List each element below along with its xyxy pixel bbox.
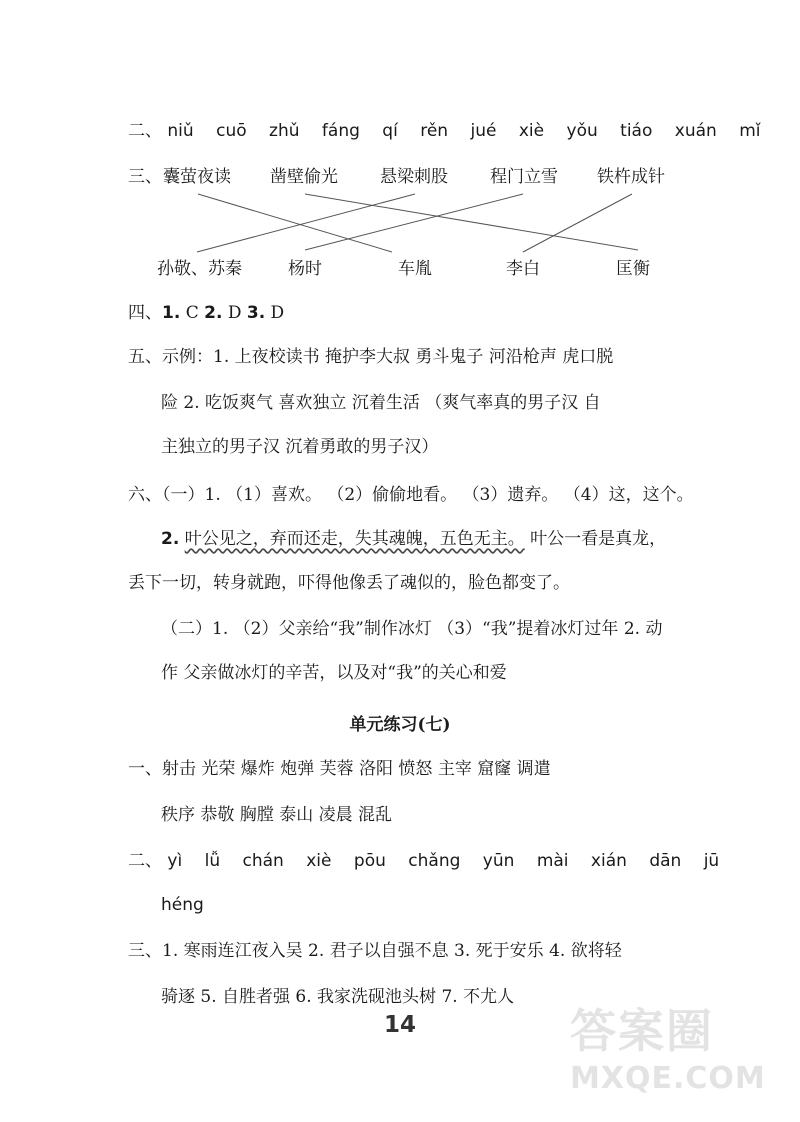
section-4-label: 四、 xyxy=(128,303,162,323)
answer: D xyxy=(222,303,247,323)
matching-lines xyxy=(0,0,800,300)
section-5-line-1 xyxy=(128,346,740,368)
unit-2-label: 二、 xyxy=(128,851,162,871)
unit-1-text: 秩序 恭敬 胸膛 泰山 凌晨 混乱 xyxy=(161,805,393,825)
section-6-label: 六、 xyxy=(128,485,162,505)
pinyin-item: pōu xyxy=(353,851,386,871)
section-6-line-1 xyxy=(128,484,740,506)
pinyin-item: chǎng xyxy=(408,851,461,871)
unit-1-line-1 xyxy=(128,758,740,780)
idiom-item: 程门立雪 xyxy=(490,167,558,187)
pinyin-item: zhǔ xyxy=(269,121,300,141)
pinyin-item: xiè xyxy=(518,121,545,141)
section-6-text: 丢下一切，转身就跑，吓得他像丢了魂似的，脸色都变了。 xyxy=(128,573,570,593)
pinyin-item: yì xyxy=(167,851,183,871)
pinyin-item: chán xyxy=(242,851,284,871)
unit-2-line-2 xyxy=(161,894,740,916)
unit-3-label: 三、 xyxy=(128,941,162,961)
person-item: 车胤 xyxy=(398,259,432,279)
q-num: 1. xyxy=(162,303,181,323)
section-5-text: 主独立的男子汉 沉着勇敢的男子汉） xyxy=(161,437,439,457)
pinyin-item: jué xyxy=(470,121,497,141)
pinyin-item: dān xyxy=(649,851,682,871)
section-5-line-2 xyxy=(161,392,740,414)
pinyin-item: rěn xyxy=(420,121,449,141)
section-5-text: 示例：1. 上夜校读书 掩护李大叔 勇斗鬼子 河沿枪声 虎口脱 xyxy=(162,347,614,367)
unit-2-pinyin xyxy=(167,851,736,871)
section-6-text: （二）1. （2）父亲给“我”制作冰灯 （3）“我”提着冰灯过年 2. 动 xyxy=(161,619,663,639)
pinyin-item: xuán xyxy=(674,121,717,141)
unit-1-line-2 xyxy=(161,804,740,826)
pinyin-item: yūn xyxy=(482,851,515,871)
unit-1-label: 一、 xyxy=(128,759,162,779)
section-6-text: （一）1. （1）喜欢。 （2）偷偷地看。 （3）遗弃。 （4）这，这个。 xyxy=(162,485,694,505)
section-6-line-4 xyxy=(161,618,740,640)
pinyin-item: yǒu xyxy=(566,121,598,141)
section-5-label: 五、 xyxy=(128,347,162,367)
person-item: 匡衡 xyxy=(616,259,650,279)
page-number: 14 xyxy=(383,1012,416,1038)
unit-3-text: 骑逐 5. 自胜者强 6. 我家洗砚池头树 7. 不尤人 xyxy=(161,987,515,1007)
pinyin-item: mǐ xyxy=(739,121,761,141)
match-line xyxy=(197,194,415,252)
answer: D xyxy=(265,303,285,323)
unit-title: 单元练习(七) xyxy=(349,715,451,735)
section-6-line-3 xyxy=(128,572,740,594)
section-6-line-5 xyxy=(161,662,740,684)
pinyin-item: xián xyxy=(590,851,627,871)
pinyin-item: qí xyxy=(382,121,398,141)
watermark-bottom: MXQE.COM xyxy=(570,1061,766,1096)
section-4 xyxy=(128,302,740,324)
pinyin-item: lǚ xyxy=(204,851,221,871)
idiom-item: 悬梁刺股 xyxy=(380,167,448,187)
pinyin-item: xiè xyxy=(306,851,332,871)
pinyin-item: jū xyxy=(703,851,720,871)
pinyin-item: tiáo xyxy=(620,121,653,141)
section-6-text: 作 父亲做冰灯的辛苦，以及对“我”的关心和爱 xyxy=(161,663,507,683)
section-2-label: 二、 xyxy=(128,121,162,141)
person-item: 孙敬、苏秦 xyxy=(157,259,242,279)
q-num: 3. xyxy=(246,303,266,323)
q-num: 2. xyxy=(204,303,223,323)
pinyin-item: mài xyxy=(536,851,569,871)
pinyin-item: héng xyxy=(161,895,204,915)
match-line xyxy=(305,194,638,250)
q-num: 2. xyxy=(161,529,180,549)
section-6-line-2 xyxy=(161,528,740,550)
person-item: 李白 xyxy=(506,259,540,279)
section-5-line-3 xyxy=(161,436,740,458)
unit-2-line-1 xyxy=(128,850,740,872)
unit-1-text: 射击 光荣 爆炸 炮弹 芙蓉 洛阳 愤怒 主宰 窟窿 调遣 xyxy=(162,759,551,779)
wavy-underlined-quote: 叶公见之，弃而还走，失其魂魄，五色无主。 xyxy=(184,529,525,549)
section-5-text: 险 2. 吃饭爽气 喜欢独立 沉着生活 （爽气率真的男子汉 自 xyxy=(161,393,601,413)
pinyin-item: niǔ xyxy=(167,121,194,141)
unit-3-text: 1. 寒雨连江夜入吴 2. 君子以自强不息 3. 死于安乐 4. 欲将轻 xyxy=(162,941,622,961)
section-3-label-text: 三、 xyxy=(128,167,162,187)
match-line xyxy=(305,194,523,250)
idiom-item: 铁杵成针 xyxy=(597,167,665,187)
idiom-item: 囊萤夜读 xyxy=(163,167,231,187)
answer: C xyxy=(180,303,205,323)
pinyin-item: fáng xyxy=(321,121,360,141)
watermark-top: 答案圈 xyxy=(570,1004,714,1058)
person-item: 杨时 xyxy=(288,259,322,279)
pinyin-item: cuō xyxy=(216,121,247,141)
unit-3-line-1 xyxy=(128,940,740,962)
match-line xyxy=(198,194,392,252)
match-line xyxy=(523,194,632,252)
watermark-logo xyxy=(570,995,780,1110)
idiom-item: 凿壁偷光 xyxy=(270,167,338,187)
section-6-text: 叶公一看是真龙， xyxy=(524,529,667,549)
